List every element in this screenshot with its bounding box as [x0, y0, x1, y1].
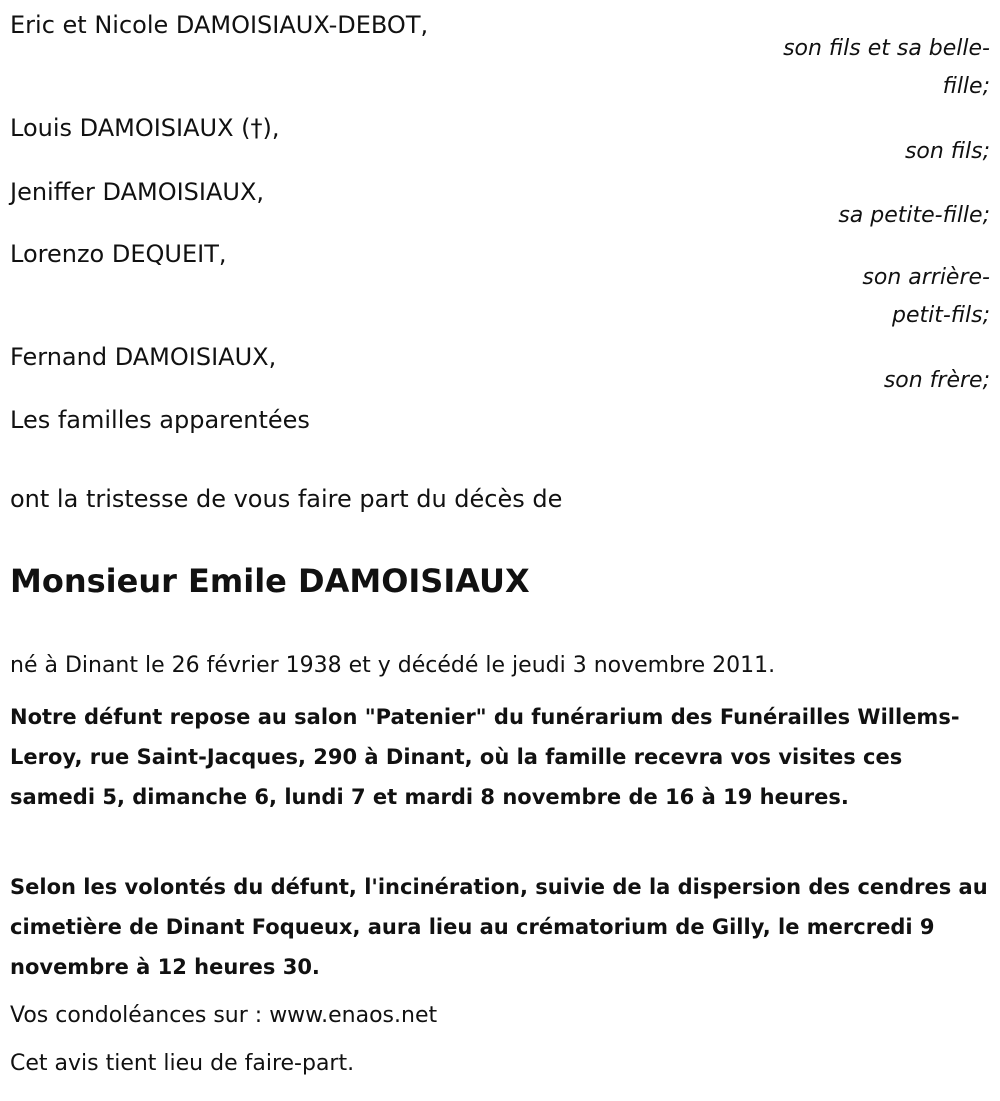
family-member-name: Lorenzo DEQUEIT,: [10, 240, 227, 268]
family-list: [10, 0, 990, 448]
family-member-relation: son arrière-petit-fils;: [862, 265, 990, 328]
family-member-relation: son frère;: [883, 368, 990, 393]
family-member-name: Louis DAMOISIAUX (†),: [10, 114, 280, 142]
cremation-paragraph: Selon les volontés du défunt, l'incinération, suivie de la dispersion des cendres au cimetière de Dinant Foqueux, aura lieu au crématorium de Gilly, le mercredi 9 novembre à 12 heures 30.: [10, 875, 988, 979]
family-member-relation: son fils;: [904, 139, 990, 164]
family-member-name: Jeniffer DAMOISIAUX,: [10, 178, 265, 206]
notice-line: Cet avis tient lieu de faire-part.: [10, 1051, 355, 1076]
family-member-relation: son fils et sa belle-fille;: [783, 36, 990, 99]
visitation-paragraph: Notre défunt repose au salon "Patenier" du funérarium des Funérailles Willems-Leroy, rue Saint-Jacques, 290 à Dinant, où la famille recevra vos visites ces samedi 5, dimanche 6, lundi 7 et mardi 8 novembre de 16 à 19 heures.: [10, 705, 960, 809]
announcement-intro: ont la tristesse de vous faire part du décès de: [10, 485, 563, 513]
family-member-name: Eric et Nicole DAMOISIAUX-DEBOT,: [10, 11, 429, 39]
condolences-line: Vos condoléances sur : www.enaos.net: [10, 1003, 438, 1028]
birth-death-line: né à Dinant le 26 février 1938 et y décédé le jeudi 3 novembre 2011.: [10, 653, 776, 678]
family-member-relation: sa petite-fille;: [838, 203, 990, 228]
family-member-name: Les familles apparentées: [10, 406, 310, 434]
deceased-name: Monsieur Emile DAMOISIAUX: [10, 562, 530, 600]
family-member-name: Fernand DAMOISIAUX,: [10, 343, 277, 371]
